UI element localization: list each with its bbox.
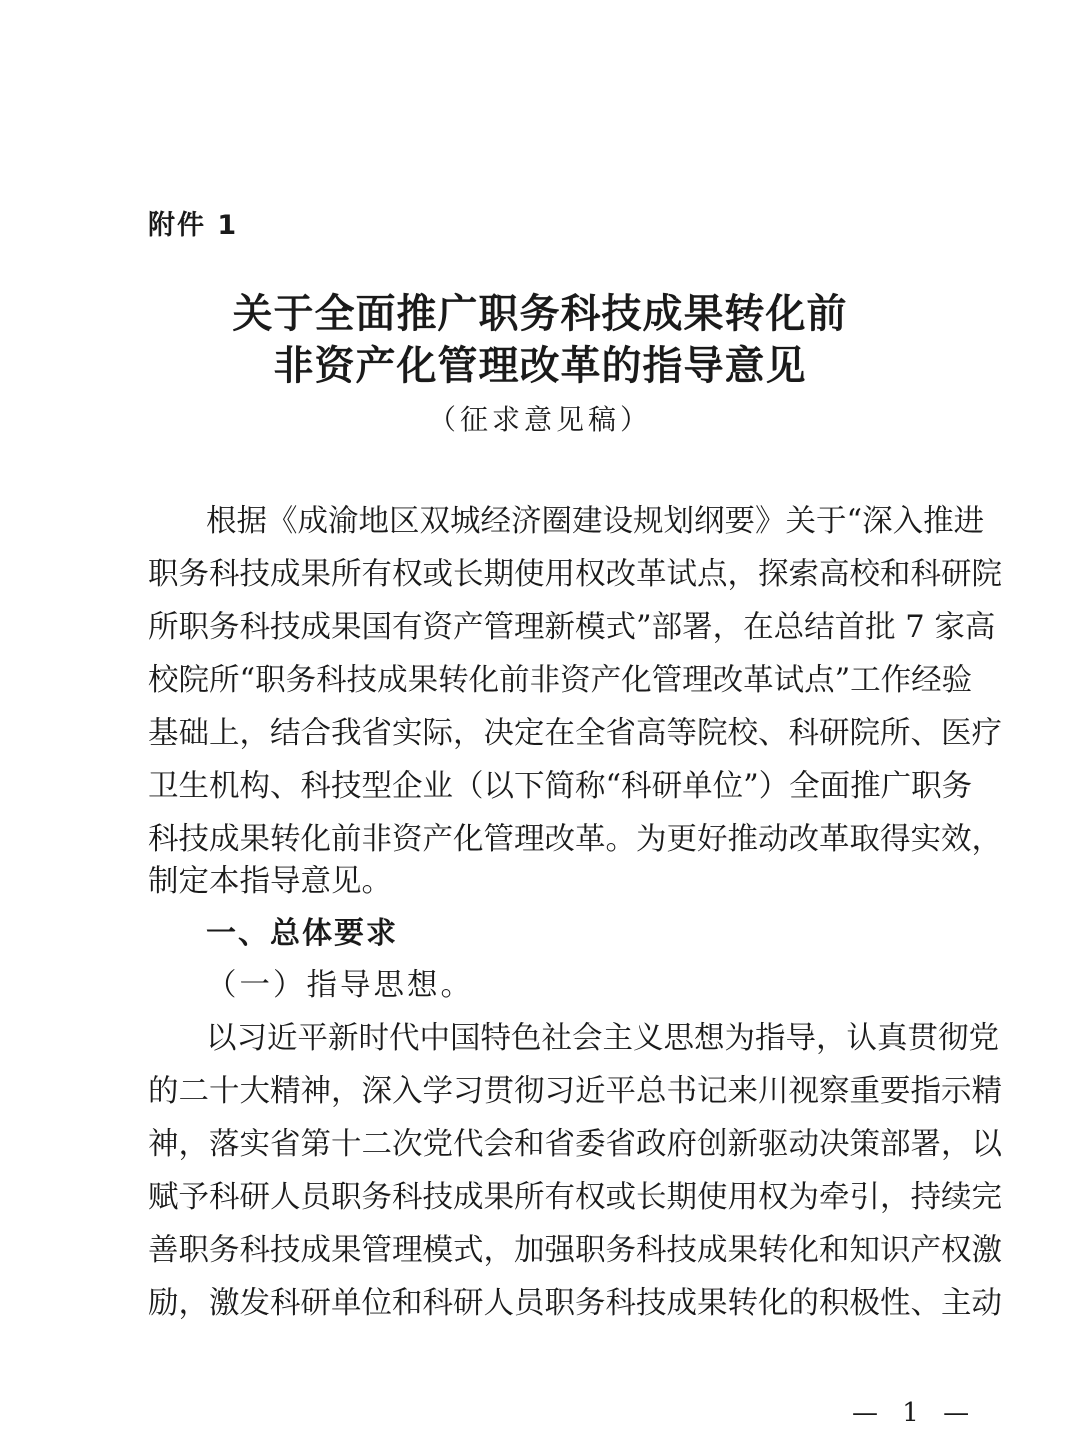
document-title-line-2: 非资产化管理改革的指导意见 — [273, 342, 807, 389]
document-subtitle: （征求意见稿） — [427, 403, 652, 436]
page-number: — 1 — — [852, 1398, 978, 1428]
paragraph-line: 的二十大精神，深入学习贯彻习近平总书记来川视察重要指示精 — [148, 1074, 1002, 1109]
paragraph-line: 科技成果转化前非资产化管理改革。为更好推动改革取得实效， — [148, 822, 1002, 857]
document-title-line-1: 关于全面推广职务科技成果转化前 — [232, 290, 848, 337]
paragraph-line: 基础上，结合我省实际，决定在全省高等院校、科研院所、医疗 — [148, 716, 1002, 751]
paragraph-line: 善职务科技成果管理模式，加强职务科技成果转化和知识产权激 — [148, 1233, 1002, 1268]
paragraph-line: 神，落实省第十二次党代会和省委省政府创新驱动决策部署，以 — [148, 1127, 1002, 1162]
paragraph-line: 职务科技成果所有权或长期使用权改革试点，探索高校和科研院 — [148, 557, 1002, 592]
paragraph-line: 以习近平新时代中国特色社会主义思想为指导，认真贯彻党 — [206, 1021, 999, 1056]
paragraph-line: 制定本指导意见。 — [148, 864, 392, 899]
section-heading: 一、总体要求 — [206, 916, 398, 951]
paragraph-line: 卫生机构、科技型企业（以下简称“科研单位”）全面推广职务 — [148, 769, 973, 804]
paragraph-line: 校院所“职务科技成果转化前非资产化管理改革试点”工作经验 — [148, 663, 973, 698]
section-subheading: （一）指导思想。 — [206, 968, 474, 1003]
paragraph-line: 赋予科研人员职务科技成果所有权或长期使用权为牵引，持续完 — [148, 1180, 1002, 1215]
paragraph-line: 所职务科技成果国有资产管理新模式”部署，在总结首批 7 家高 — [148, 610, 996, 645]
paragraph-line: 励，激发科研单位和科研人员职务科技成果转化的积极性、主动 — [148, 1286, 1002, 1321]
attachment-label: 附件 1 — [148, 210, 239, 241]
paragraph-line: 根据《成渝地区双城经济圈建设规划纲要》关于“深入推进 — [206, 504, 985, 539]
